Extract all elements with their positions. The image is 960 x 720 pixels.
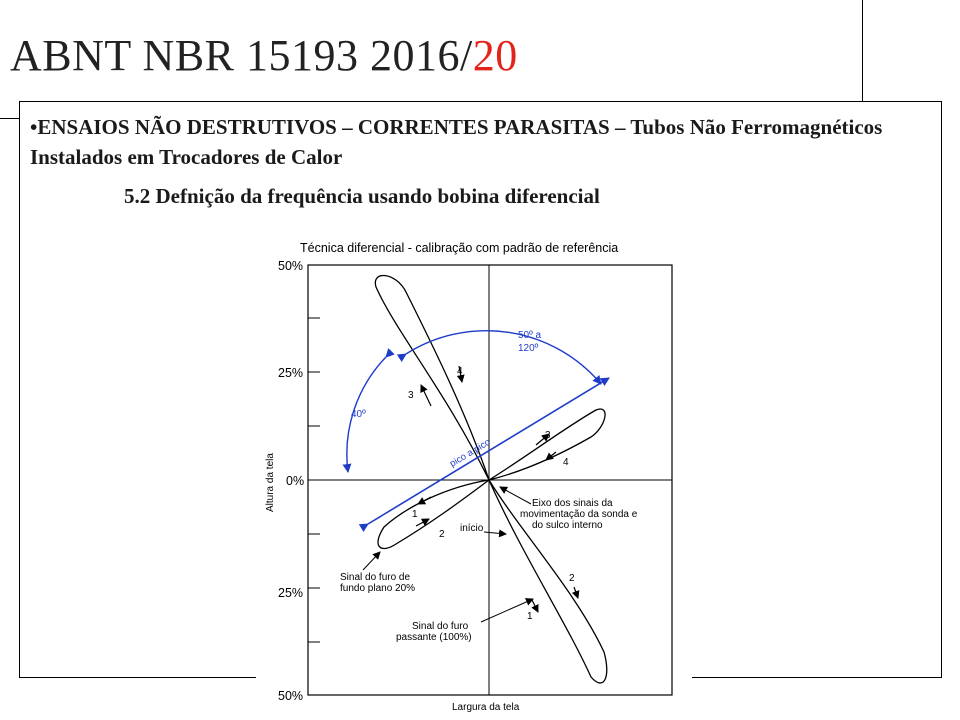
bullet-text-block [30,112,930,172]
calibration-figure [256,232,692,720]
peak-label: pico a pico [447,436,493,470]
loop-label: 4 [457,366,463,377]
annotation-through-hole-1: Sinal do furo [412,621,469,632]
annotation-flat-hole-arrow [363,552,380,570]
y-tick-label: 0% [286,474,305,488]
loop-label: 1 [412,509,418,520]
annotation-flat-hole-1: Sinal do furo de [340,572,411,583]
section-subtitle: 5.2 Defnição da frequência usando bobina diferencial [124,184,600,208]
title-main: ABNT NBR 15193 2016/ [10,31,473,80]
loop-label: 2 [569,573,575,584]
y-tick-label: 25% [278,586,304,600]
title-page-number: 20 [472,31,518,80]
bullet-text: ENSAIOS NÃO DESTRUTIVOS – CORRENTES PARASITAS – Tubos Não Ferromagnéticos Instalados em Trocadores de Calor [30,115,883,169]
loop-direction-arrows [416,366,578,612]
y-tick-label: 50% [278,259,304,273]
y-tick-label: 25% [278,366,304,380]
annotation-axis-signals-2: movimentação da sonda e [520,509,638,520]
calibration-diagram [256,232,692,720]
annotation-flat-hole-2: fundo plano 20% [340,583,416,594]
x-axis-label: Largura da tela [452,702,520,713]
loop-label: 4 [563,457,569,468]
annotation-start-arrow [484,532,506,534]
figure-title: Técnica diferencial - calibração com padrão de referência [300,241,619,255]
y-tick-marks [308,265,320,695]
upper-right-loop [489,409,605,480]
loop-label: 3 [408,390,414,401]
angle-label-right-2: 120º [518,343,539,354]
loop-label: 1 [527,611,533,622]
loop-label: 2 [439,529,445,540]
angle-arc-50-120 [406,331,601,384]
signal-loops [375,276,606,683]
annotation-axis-signals-3: do sulco interno [532,520,603,531]
y-axis-label: Altura da tela [265,453,276,512]
y-tick-label: 50% [278,689,304,703]
blue-annotations [347,331,609,524]
annotation-axis-signals-1: Eixo dos sinais da [532,498,613,509]
annotation-through-hole-2: passante (100%) [396,632,472,643]
angle-label-right-1: 50º a [518,330,542,341]
loop-label: 3 [545,430,551,441]
slide-title [10,30,518,81]
annotation-axis-arrow [500,487,531,504]
lower-left-loop [378,480,489,549]
bullet-marker: • [30,115,38,139]
angle-label-left: 40º [351,409,366,420]
annotation-start: início [460,523,484,534]
